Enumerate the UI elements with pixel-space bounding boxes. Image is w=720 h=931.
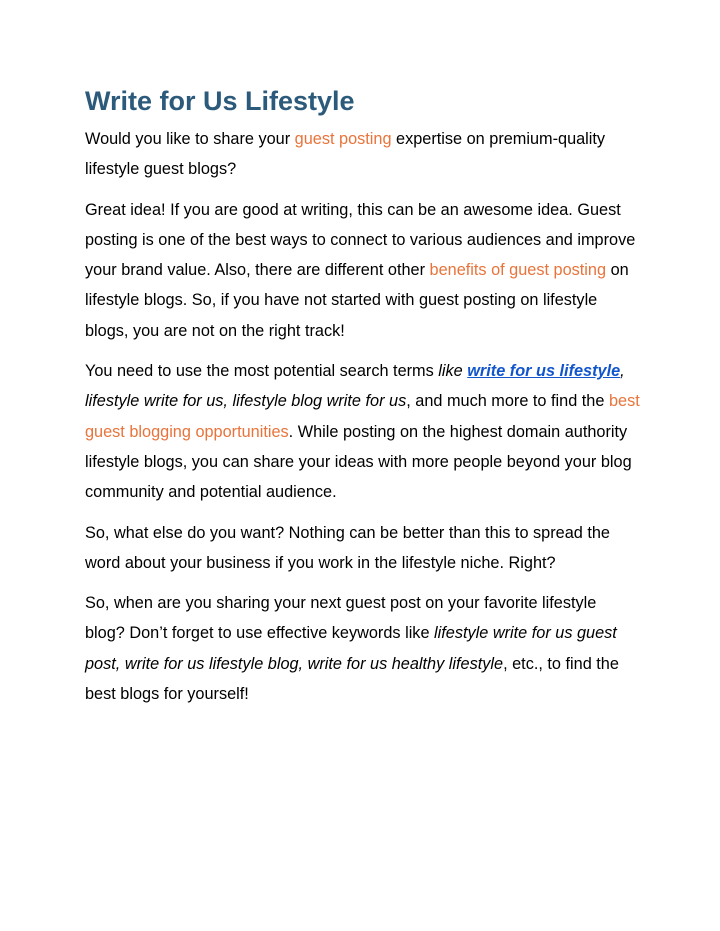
intro-text-1: Would you like to share your <box>85 130 295 148</box>
page-title: Write for Us Lifestyle <box>85 86 355 116</box>
write-for-us-lifestyle-link[interactable]: write for us lifestyle <box>467 362 621 381</box>
paragraph-intro <box>85 124 640 185</box>
next-post-keywords-italic: lifestyle write for us guest post, write for us lifestyle blog, write for us healthy lifestyle <box>85 624 617 673</box>
search-terms-text-1: You need to use the most potential search terms <box>85 362 439 381</box>
search-terms-text-2: , and much more to find the <box>406 392 609 411</box>
paragraph-great-idea <box>85 195 640 346</box>
best-guest-blogging-opportunities-link[interactable]: best guest blogging opportunities <box>85 392 640 441</box>
great-idea-text-2: on lifestyle blogs. So, if you have not started with guest posting on lifestyle blogs, you are not on the right track! <box>85 261 629 340</box>
guest-posting-link[interactable]: guest posting <box>294 130 392 148</box>
next-post-text-2: , etc., to find the best blogs for yourself! <box>85 654 619 704</box>
paragraph-next-post <box>85 588 640 709</box>
what-else-text: So, what else do you want? Nothing can be better than this to spread the word about your business if you work in the lifestyle niche. Right? <box>85 523 610 572</box>
paragraph-search-terms <box>85 356 640 507</box>
next-post-text-1: So, when are you sharing your next guest post on your favorite lifestyle blog? Don’t forget to use effective keywords like <box>85 594 597 643</box>
search-terms-text-3: . While posting on the highest domain authority lifestyle blogs, you can share your ideas with more people beyond your blog community and potential audience. <box>85 422 632 502</box>
intro-text-2: expertise on premium-quality lifestyle guest blogs? <box>85 130 606 179</box>
search-terms-italic-2: , lifestyle write for us, lifestyle blog write for us <box>85 362 625 411</box>
paragraph-what-else <box>85 518 640 579</box>
benefits-of-guest-posting-link[interactable]: benefits of guest posting <box>429 261 607 280</box>
search-terms-italic-1: like <box>438 362 468 381</box>
great-idea-text-1: Great idea! If you are good at writing, this can be an awesome idea. Guest posting is one of the best ways to connect to various audiences and improve your brand value. Also, there are different other <box>85 200 636 280</box>
